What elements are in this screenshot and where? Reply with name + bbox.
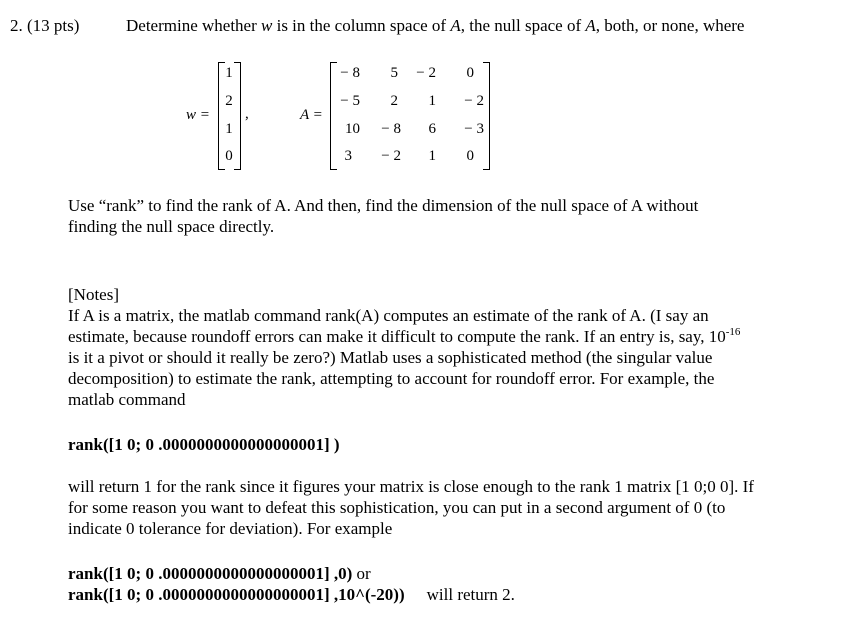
matrix-a-cell: 5 — [390, 65, 398, 81]
matrix-a-cell: 0 — [466, 148, 474, 164]
code-example-1: rank([1 0; 0 .0000000000000000001] ) — [68, 435, 340, 454]
matrix-a-cell: − 2 — [464, 93, 484, 109]
instruction-line: Use “rank” to find the rank of A. And then, find the dimension of the null space of A without — [68, 196, 699, 215]
instruction-paragraph — [68, 195, 838, 237]
notes-line — [68, 326, 838, 347]
matrix-a-cell: − 8 — [381, 121, 401, 137]
matrix-a-cell: 3 — [344, 148, 352, 164]
statement-mid2: , the null space of — [460, 16, 586, 35]
code-line — [68, 584, 838, 605]
var-a2: A — [585, 16, 596, 35]
matrix-a-cell: 10 — [345, 121, 360, 137]
statement-pre: Determine whether — [126, 16, 261, 35]
notes-line: If A is a matrix, the matlab command rank(A) computes an estimate of the rank of A. (I say an — [68, 306, 709, 325]
statement-end: , both, or none, where — [595, 16, 745, 35]
matrix-a-cell: − 2 — [416, 65, 436, 81]
matrix-a-cell: 1 — [428, 93, 436, 109]
vector-separator: , — [245, 106, 249, 122]
matrix-a-right-bracket — [483, 62, 490, 170]
problem-number: 2. (13 pts) — [10, 16, 80, 35]
statement-mid1: is in the column space of — [272, 16, 451, 35]
notes-line: will return 1 for the rank since it figures your matrix is close enough to the rank 1 matrix [1 0;0 0]. If — [68, 477, 754, 496]
notes-line: decomposition) to estimate the rank, attempting to account for roundoff error. For example, the — [68, 369, 715, 388]
matrix-a-cell: 2 — [390, 93, 398, 109]
vector-w-entry: 1 — [225, 121, 233, 137]
instruction-line: finding the null space directly. — [68, 217, 275, 236]
notes-heading: [Notes] — [68, 285, 119, 304]
matrix-a-cell: − 5 — [340, 93, 360, 109]
code-suffix: or — [352, 564, 371, 583]
code-examples-2 — [68, 563, 838, 605]
var-a1: A — [450, 16, 461, 35]
code-example-3: rank([1 0; 0 .0000000000000000001] ,10^(-20)) — [68, 585, 405, 604]
vector-w-label: w = — [186, 107, 210, 123]
code-example-2: rank([1 0; 0 .0000000000000000001] ,0) — [68, 564, 353, 583]
notes-line-text: estimate, because roundoff errors can make it difficult to compute the rank. If an entry is, say, 10 — [68, 327, 726, 346]
code-suffix: will return 2. — [426, 585, 515, 604]
matrix-a-cell: − 8 — [340, 65, 360, 81]
matrix-a-cell: 1 — [428, 148, 436, 164]
vector-w-entry: 2 — [225, 93, 233, 109]
matrix-a-cell: 0 — [466, 65, 474, 81]
matrix-a-cell: 6 — [428, 121, 436, 137]
matrix-a-cell: − 3 — [464, 121, 484, 137]
notes-line: indicate 0 tolerance for deviation). For example — [68, 519, 393, 538]
notes-line: matlab command — [68, 390, 186, 409]
problem-statement — [126, 16, 744, 36]
notes-line: for some reason you want to defeat this sophistication, you can put in a second argument of 0 (to — [68, 498, 726, 517]
notes-section — [68, 284, 838, 410]
notes-paragraph-2 — [68, 476, 838, 539]
matrix-a-label: A = — [300, 107, 323, 123]
exponent: -16 — [725, 326, 741, 338]
vector-w-entry: 1 — [225, 65, 233, 81]
notes-line: is it a pivot or should it really be zero?) Matlab uses a sophisticated method (the singular value — [68, 348, 713, 367]
matrix-a-cell: − 2 — [381, 148, 401, 164]
vector-w-entry: 0 — [225, 148, 233, 164]
var-w: w — [261, 16, 273, 35]
code-line — [68, 563, 838, 584]
